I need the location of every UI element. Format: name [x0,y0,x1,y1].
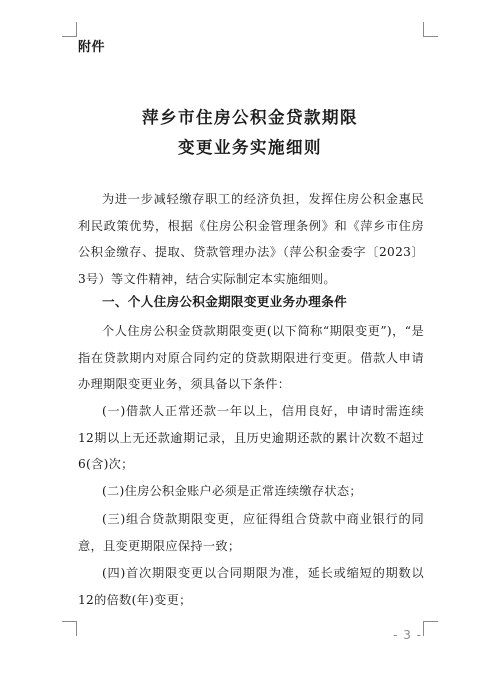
intro-paragraph: 为进一步减轻缴存职工的经济负担，发挥住房公积金惠民利民政策优势，根据《住房公积金管理条例》和《萍乡市住房公积金缴存、提取、贷款管理办法》（萍公积金委字〔2023〕3号）等文件精神，结合实际制定本实施细则。 [78,192,424,286]
condition-3: (三)组合贷款期限变更，应征得组合贷款中商业银行的同意，且变更期限应保持一致； [78,512,424,553]
attachment-label: 附件 [78,40,106,55]
crop-mark-top-right [423,22,438,37]
definition-paragraph: 个人住房公积金贷款期限变更(以下简称“期限变更”)，“是指在贷款期内对原合同约定的贷款期限进行变更。借款人申请办理期限变更业务，须具备以下条件： [78,324,424,391]
condition-4: (四)首次期限变更以合同期限为准，延长或缩短的期数以12的倍数(年)变更； [78,566,424,607]
condition-1: (一)借款人正常还款一年以上，信用良好，申请时需连续12期以上无还款逾期记录，且历史逾期还款的累计次数不超过6(含)次； [78,404,424,471]
crop-mark-bottom-right [423,621,438,636]
crop-mark-bottom-left [62,621,77,636]
document-title-line2: 变更业务实施细则 [178,138,322,157]
page-number: - 3 - [393,628,422,642]
crop-mark-top-left [62,22,77,37]
section-heading-1: 一、个人住房公积金期限变更业务办理条件 [102,294,347,309]
condition-2: (二)住房公积金账户必须是正常连续缴存状态； [102,484,362,498]
document-title-line1: 萍乡市住房公积金贷款期限 [142,108,358,127]
